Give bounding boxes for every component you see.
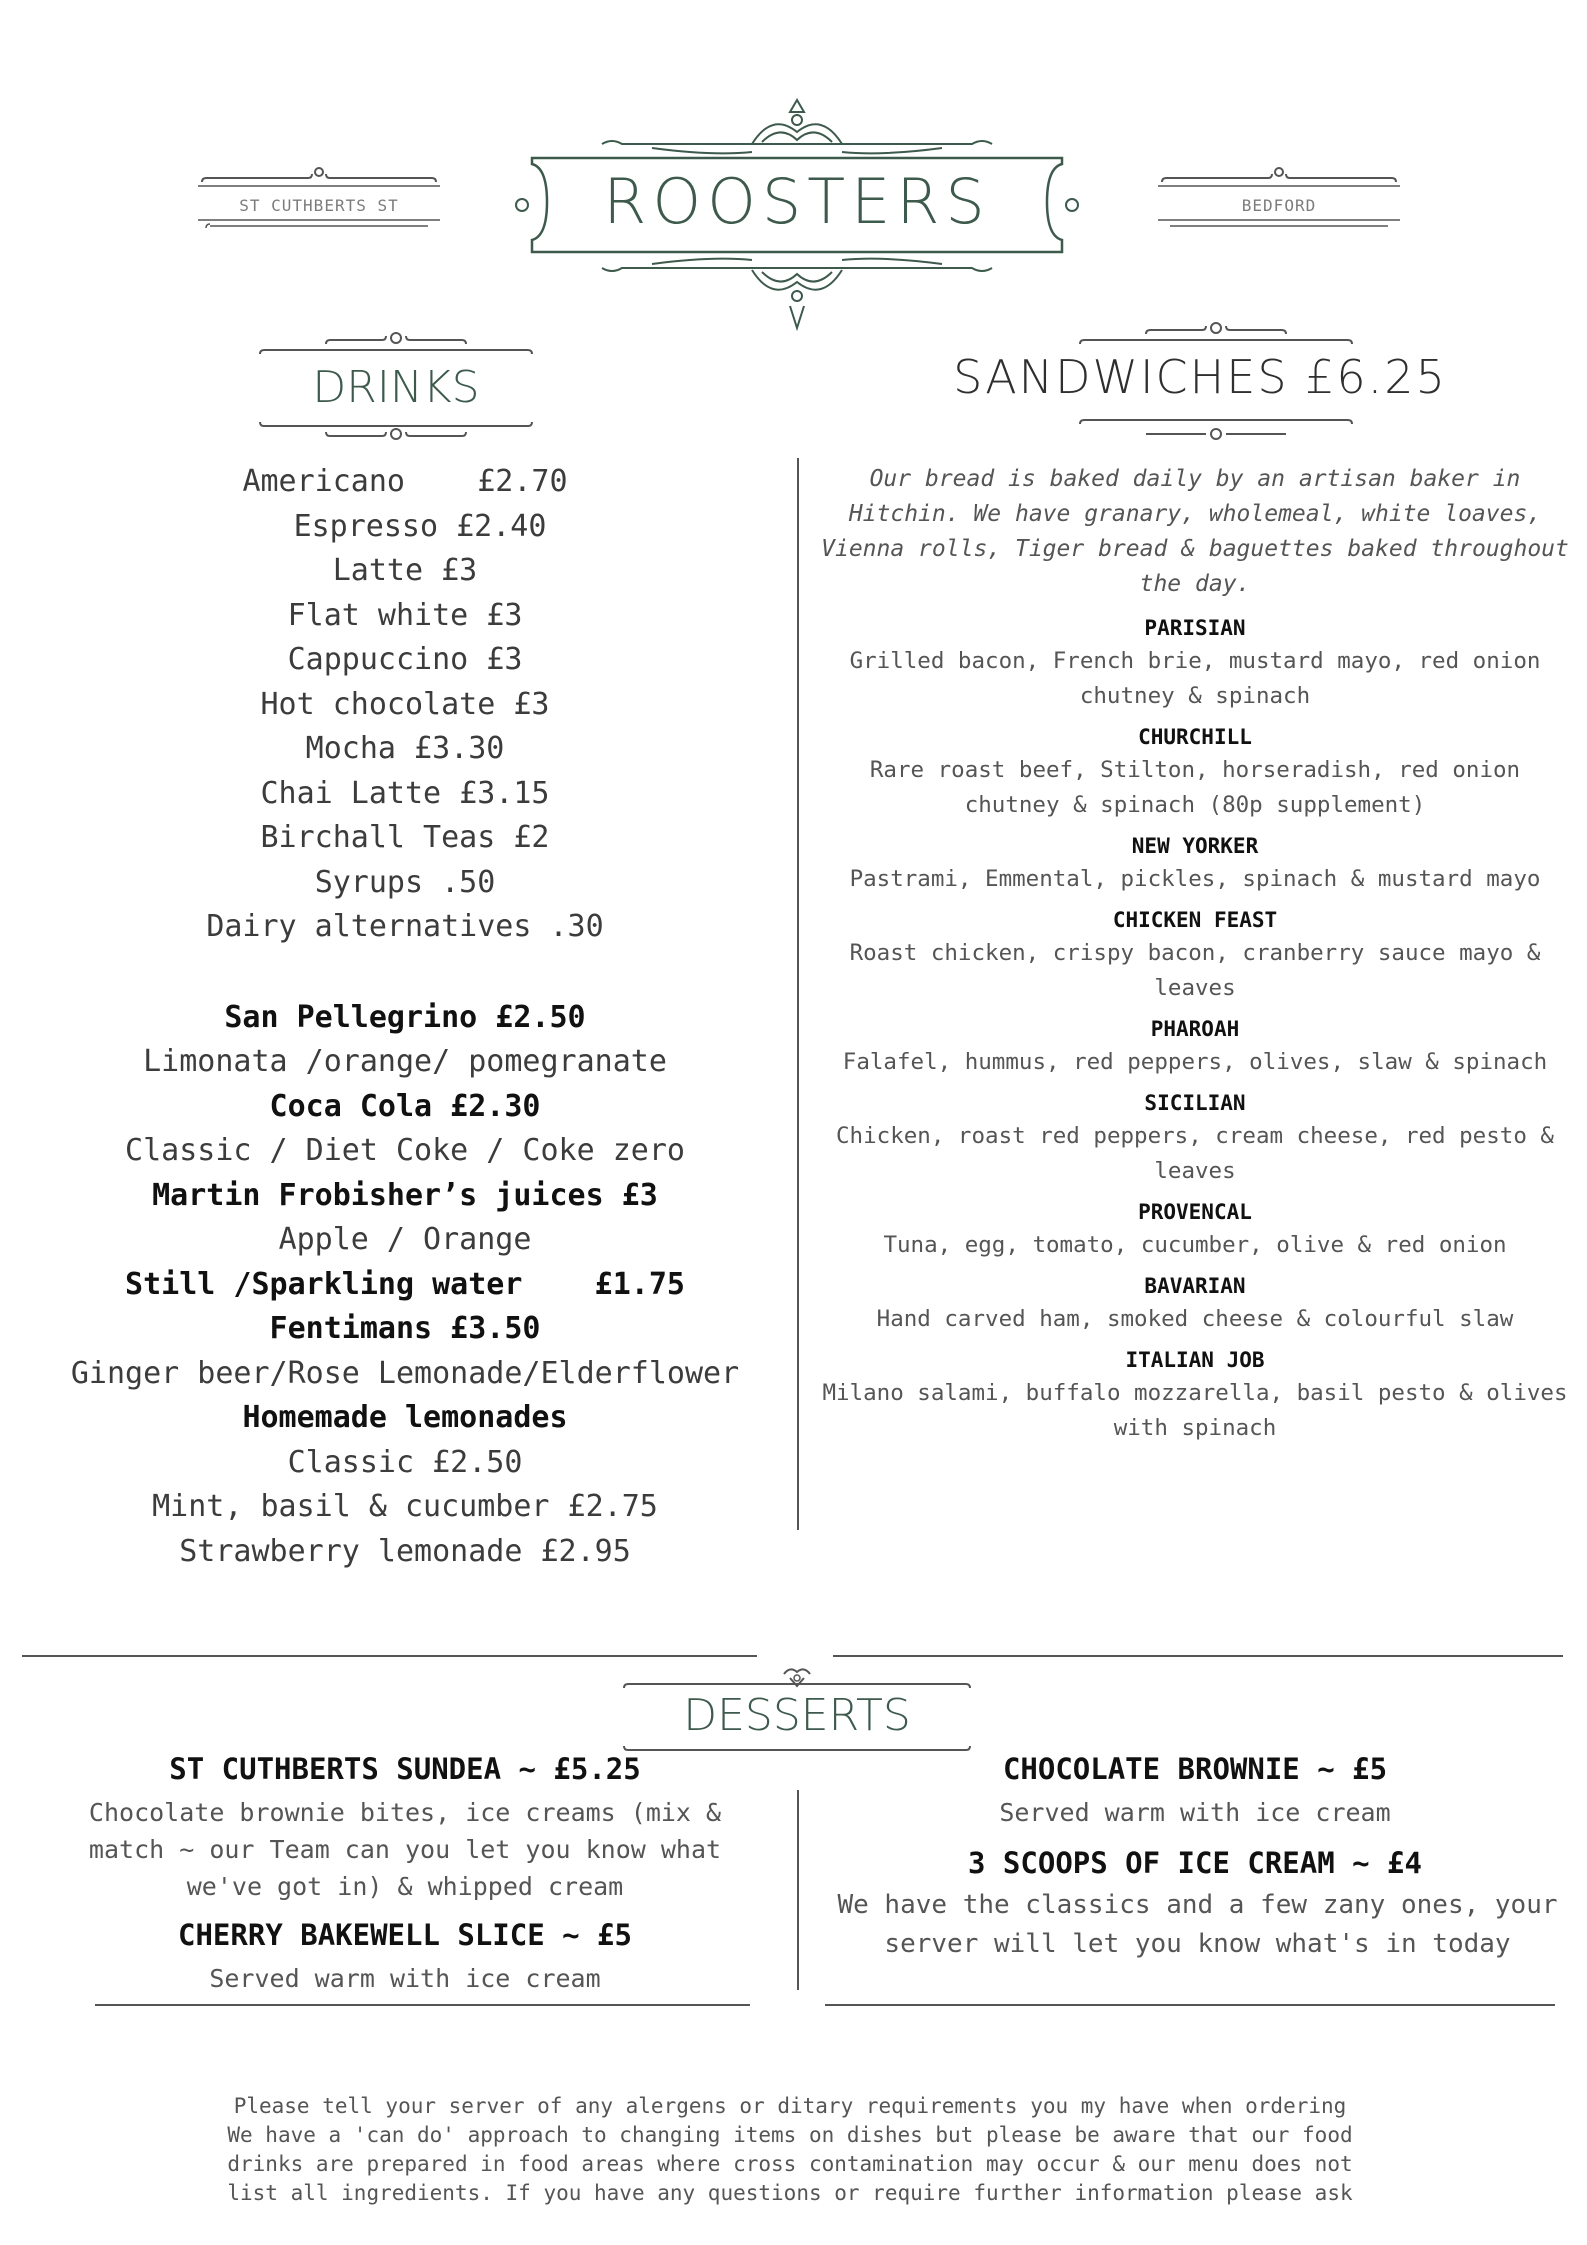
drink-item: Hot chocolate £3 (260, 686, 550, 722)
sandwich-item (820, 904, 1570, 1006)
drinks-title: DRINKS (312, 362, 480, 413)
sandwich-desc: Grilled bacon, French brie, mustard mayo, red onion chutney & spinach (849, 648, 1541, 709)
drink-item: Americano £2.70 (242, 464, 568, 499)
sandwich-desc: Hand carved ham, smoked cheese & colourful slaw (876, 1306, 1514, 1332)
drink-heading: Homemade lemonades (242, 1400, 568, 1435)
sandwich-item (820, 1270, 1570, 1337)
sandwich-name: NEW YORKER (1131, 834, 1259, 858)
sandwich-item (820, 721, 1570, 823)
footer-line: We have a 'can do' approach to changing items on dishes but please be aware that our food (227, 2123, 1353, 2147)
drinks-list (0, 460, 810, 1574)
sandwich-name: SICILIAN (1144, 1091, 1246, 1115)
sandwich-item (820, 830, 1570, 897)
sandwich-name: BAVARIAN (1144, 1274, 1246, 1298)
desserts-rule-right (833, 1655, 1563, 1657)
dessert-name: CHOCOLATE BROWNIE ~ £5 (1002, 1752, 1388, 1786)
drink-item: Apple / Orange (278, 1222, 532, 1257)
sandwiches-intro: Our bread is baked daily by an artisan baker in Hitchin. We have granary, wholemeal, white loaves, Vienna rolls, Tiger bread & baguettes baked throughout the day. (821, 466, 1569, 597)
drink-item: Syrups .50 (314, 864, 496, 900)
dessert-desc: Served warm with ice cream (999, 1798, 1391, 1827)
sandwich-name: PARISIAN (1144, 616, 1246, 640)
drink-heading: San Pellegrino £2.50 (224, 999, 586, 1035)
sandwich-item (820, 1344, 1570, 1446)
drink-item: Mocha £3.30 (305, 731, 505, 766)
footer-line: Please tell your server of any alergens or ditary requirements you my have when ordering (233, 2094, 1347, 2118)
drink-item: Limonata /orange/ pomegranate (143, 1044, 667, 1079)
sandwiches-list (820, 462, 1570, 1446)
dessert-desc: Chocolate brownie bites, ice creams (mix & match ~ our Team can you let you know what we've got in) & whipped cream (88, 1798, 722, 1901)
desserts-title: DESSERTS (683, 1690, 911, 1741)
sandwich-name: PROVENCAL (1138, 1200, 1252, 1224)
sandwich-name: ITALIAN JOB (1125, 1348, 1265, 1372)
sandwich-item (820, 1196, 1570, 1263)
drink-heading: Martin Frobisher’s juices £3 (152, 1177, 658, 1213)
drink-item: Cappuccino £3 (287, 642, 523, 677)
dessert-desc: We have the classics and a few zany ones, your server will let you know what's in today (837, 1890, 1558, 1959)
drink-item: Ginger beer/Rose Lemonade/Elderflower (70, 1355, 740, 1391)
sandwich-desc: Chicken, roast red peppers, cream cheese, red pesto & leaves (836, 1123, 1554, 1184)
drink-heading: Fentimans £3.50 (269, 1311, 541, 1346)
sandwiches-title: SANDWICHES £6.25 (953, 350, 1447, 404)
location-right: BEDFORD (1241, 196, 1317, 215)
dessert-desc: Served warm with ice cream (209, 1964, 601, 1993)
sandwiches-title-ornament (1076, 318, 1356, 444)
desserts-left-bottom-rule (95, 2004, 750, 2006)
sandwich-desc: Milano salami, buffalo mozzarella, basil pesto & olives with spinach (822, 1380, 1568, 1441)
dessert-name: 3 SCOOPS OF ICE CREAM ~ £4 (968, 1846, 1422, 1880)
brand-name: ROOSTERS (603, 165, 991, 238)
desserts-rule-left (22, 1655, 757, 1657)
sandwich-desc: Rare roast beef, Stilton, horseradish, red onion chutney & spinach (80p supplement) (869, 757, 1521, 818)
sandwich-item (820, 1087, 1570, 1189)
drink-item: Classic £2.50 (287, 1444, 523, 1480)
drink-item: Flat white £3 (287, 597, 523, 633)
sandwich-desc: Pastrami, Emmental, pickles, spinach & mustard mayo (849, 866, 1541, 892)
dessert-name: ST CUTHBERTS SUNDEA ~ £5.25 (169, 1752, 641, 1786)
sandwich-desc: Tuna, egg, tomato, cucumber, olive & red onion (883, 1232, 1507, 1258)
drink-item: Mint, basil & cucumber £2.75 (152, 1489, 658, 1524)
drink-heading: Still /Sparkling water £1.75 (125, 1266, 685, 1302)
desserts-divider (797, 1790, 799, 1990)
drink-item: Birchall Teas £2 (260, 820, 550, 855)
drink-item: Latte £3 (332, 553, 478, 588)
dessert-name: CHERRY BAKEWELL SLICE ~ £5 (178, 1918, 632, 1952)
sandwich-name: PHAROAH (1150, 1017, 1240, 1041)
drink-item: Chai Latte £3.15 (260, 775, 550, 811)
drink-item: Espresso £2.40 (293, 508, 547, 544)
desserts-right-bottom-rule (825, 2004, 1555, 2006)
sandwich-desc: Falafel, hummus, red peppers, olives, slaw & spinach (842, 1049, 1548, 1075)
footer-line: list all ingredients. If you have any questions or require further information please ask (227, 2181, 1353, 2205)
drink-heading: Coca Cola £2.30 (269, 1088, 541, 1124)
sandwich-desc: Roast chicken, crispy bacon, cranberry sauce mayo & leaves (849, 940, 1541, 1001)
allergen-notice (190, 2092, 1390, 2208)
sandwich-name: CHICKEN FEAST (1112, 908, 1278, 932)
location-left: ST CUTHBERTS ST (239, 196, 399, 215)
sandwich-item (820, 612, 1570, 714)
footer-line: drinks are prepared in food areas where cross contamination may occur & our menu does not (227, 2152, 1353, 2176)
sandwich-name: CHURCHILL (1138, 725, 1252, 749)
drink-item: Classic / Diet Coke / Coke zero (125, 1133, 685, 1168)
drink-item: Dairy alternatives .30 (206, 909, 604, 944)
sandwich-item (820, 1013, 1570, 1080)
column-divider (797, 458, 799, 1530)
drink-item: Strawberry lemonade £2.95 (179, 1533, 631, 1569)
